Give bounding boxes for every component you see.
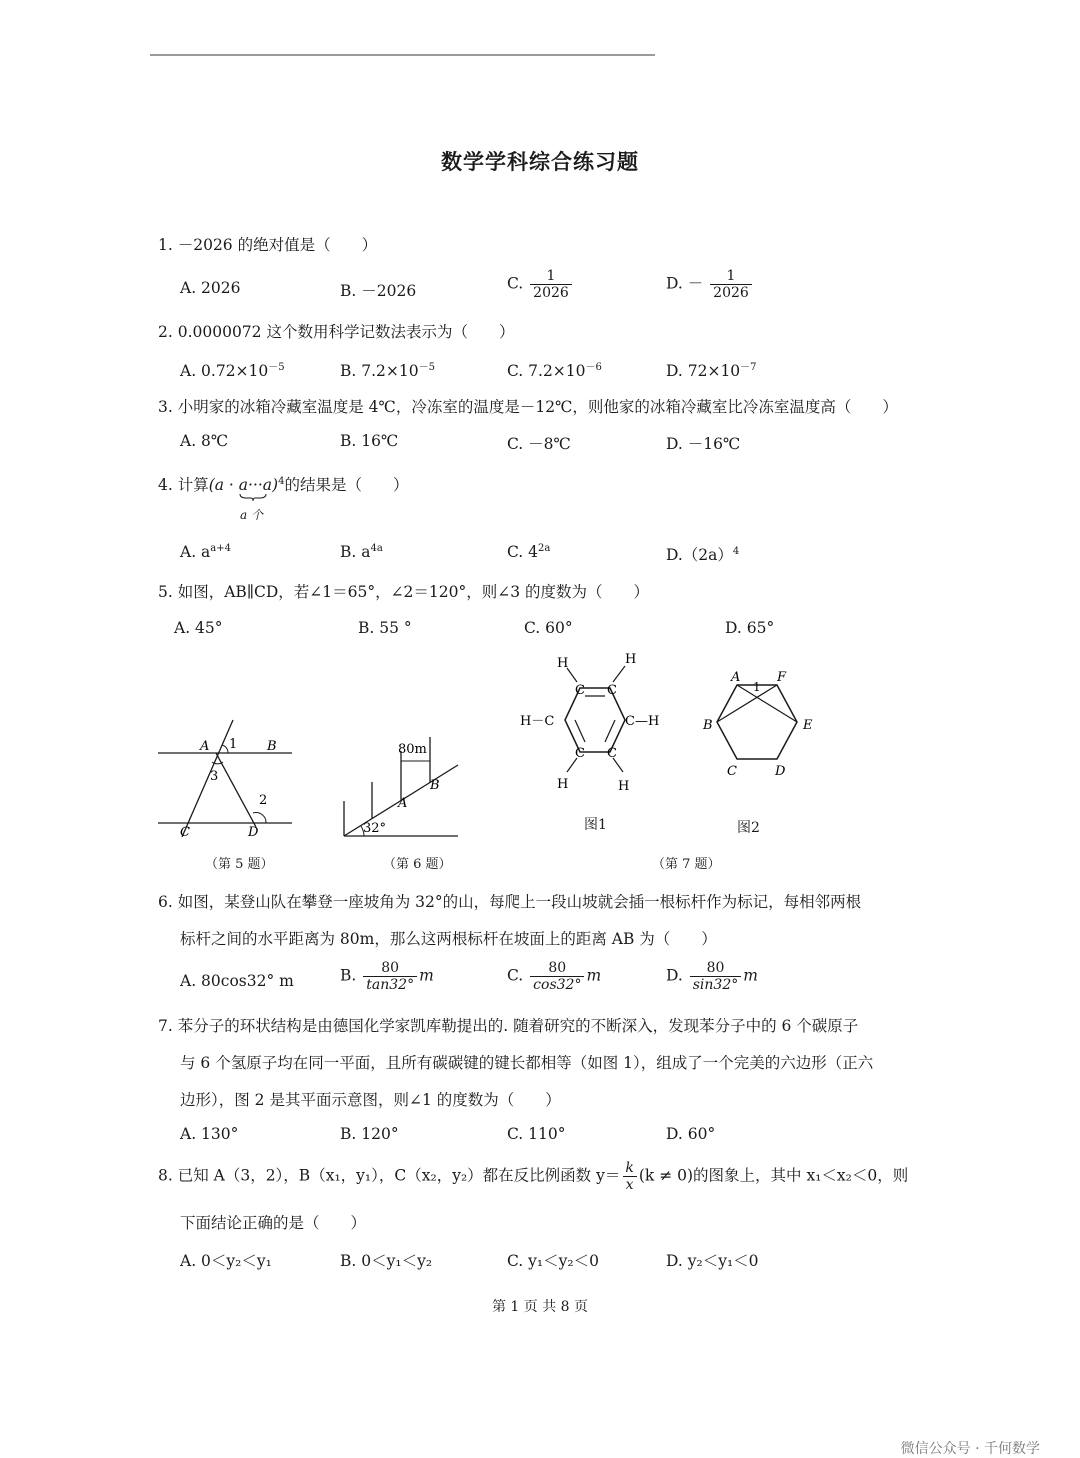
q3-option-a: A. 8℃ — [180, 432, 229, 450]
q6-option-d: D. $\frac{80}{\sin 32^\circ}$ m — [666, 960, 758, 994]
q8-option-a: A. 0＜y₂＜y₁ — [180, 1252, 272, 1270]
q3-option-c: C. －8℃ — [507, 435, 571, 453]
q8-option-d: D. y₂＜y₁＜0 — [666, 1252, 759, 1270]
q6-c-fraction: $\frac{80}{\cos 32^\circ}$ — [530, 960, 584, 993]
q3-option-b: B. 16℃ — [340, 432, 399, 450]
hex-label-e: E — [803, 718, 813, 733]
fig5-label-2: 2 — [259, 793, 268, 808]
q5-option-c: C. 60° — [524, 619, 573, 637]
q1-c-fraction: $\frac{1}{2026}$ — [530, 268, 572, 301]
question-8-line-1: 8. 已知 A（3，2），B（x₁，y₁），C（x₂，y₂）都在反比例函数 y＝ $\frac{k}{x}$ (k ≠ 0)的图象上，其中 x₁＜x₂＜0，则 — [158, 1160, 909, 1194]
q1-option-d: D. － $\frac{1}{2026}$ — [666, 268, 754, 301]
fig6-label-dist: 80m — [398, 742, 427, 757]
q8-fraction: $\frac{k}{x}$ — [622, 1160, 636, 1193]
q4-option-d: $D.(2a)^4$ — [666, 545, 740, 564]
q7-option-d: D. 60° — [666, 1125, 716, 1143]
hex-label-d: D — [775, 764, 786, 779]
benzene-left-hc: H－C — [520, 714, 555, 729]
fig5-label-1: 1 — [229, 737, 238, 752]
fig6-caption: （第 6 题） — [383, 857, 452, 872]
benzene-h1: H — [557, 656, 569, 671]
q4-expression: (a · a···a) — [208, 476, 279, 494]
q6-d-fraction: $\frac{80}{\sin 32^\circ}$ — [690, 960, 742, 993]
q6-option-a: A. 80cos32° m — [180, 972, 294, 990]
fig5-label-d: D — [248, 825, 259, 840]
benzene-h5: H — [557, 777, 569, 792]
figure-7-hexagon — [695, 665, 825, 785]
benzene-c4: C — [607, 746, 617, 761]
q6-option-b: B. $\frac{80}{\tan 32^\circ}$ m — [340, 960, 434, 994]
fig7-1-caption: 图1 — [584, 817, 607, 833]
benzene-h4: H — [618, 779, 630, 794]
hex-label-c: C — [727, 764, 737, 779]
q4-option-a: A. $a^{a+4}$ — [180, 543, 231, 562]
hex-label-a: A — [731, 670, 741, 685]
question-7-line-3: 边形），图 2 是其平面示意图，则∠1 的度数为（ ） — [180, 1091, 561, 1109]
q6-b-fraction: $\frac{80}{\tan 32^\circ}$ — [363, 960, 417, 993]
question-7-line-1: 7. 苯分子的环状结构是由德国化学家凯库勒提出的. 随着研究的不断深入，发现苯分子中的 6 个碳原子 — [158, 1017, 859, 1035]
q4-brace-label: a 个 — [240, 508, 263, 522]
q2-option-a: A. $0.72\times 10^{-5}$ — [180, 362, 285, 381]
benzene-h2: H — [625, 652, 637, 667]
q2-option-c: C. $7.2\times 10^{-6}$ — [507, 362, 602, 381]
q3-option-d: D. －16℃ — [666, 435, 741, 453]
fig7-2-caption: 图2 — [737, 820, 760, 836]
q2-option-d: D. $72\times 10^{-7}$ — [666, 362, 757, 381]
q4-underbrace — [238, 492, 268, 502]
question-7-line-2: 与 6 个氢原子均在同一平面，且所有碳碳键的键长都相等（如图 1），组成了一个完美的六边形（正六 — [180, 1054, 874, 1072]
q7-option-c: C. 110° — [507, 1125, 566, 1143]
figure-5 — [150, 715, 310, 845]
q5-option-b: B. 55 ° — [358, 619, 412, 637]
question-5: 5. 如图，AB∥CD，若∠1＝65°，∠2＝120°，则∠3 的度数为（ ） — [158, 583, 650, 601]
fig5-label-a: A — [200, 739, 210, 754]
hex-label-b: B — [703, 718, 713, 733]
fig6-label-a: A — [398, 796, 408, 811]
header-rule — [150, 54, 655, 56]
figure-6 — [330, 725, 470, 840]
benzene-c2: C — [607, 683, 617, 698]
benzene-c5: C — [575, 746, 585, 761]
q7-option-a: A. 130° — [180, 1125, 239, 1143]
q6-option-c: C. $\frac{80}{\cos 32^\circ}$ m — [507, 960, 602, 994]
q1-option-b: B. －2026 — [340, 282, 417, 300]
question-6-line-2: 标杆之间的水平距离为 80m，那么这两根标杆在坡面上的距离 AB 为（ ） — [180, 930, 717, 948]
fig5-label-3: 3 — [210, 769, 219, 784]
fig5-label-b: B — [267, 739, 277, 754]
q5-option-a: A. 45° — [174, 619, 223, 637]
question-8-line-2: 下面结论正确的是（ ） — [180, 1214, 367, 1232]
fig6-label-b: B — [430, 778, 440, 793]
q8-option-c: C. y₁＜y₂＜0 — [507, 1252, 599, 1270]
fig5-label-c: C — [180, 825, 190, 840]
q8-option-b: B. 0＜y₁＜y₂ — [340, 1252, 433, 1270]
fig7-caption: （第 7 题） — [652, 857, 721, 872]
hex-label-1: 1 — [753, 680, 761, 694]
benzene-right-ch: C—H — [625, 714, 660, 729]
q2-option-b: B. $7.2\times 10^{-5}$ — [340, 362, 435, 381]
question-1: 1. －2026 的绝对值是（ ） — [158, 236, 378, 254]
hex-label-f: F — [777, 670, 787, 685]
figure-7-benzene — [515, 648, 675, 798]
watermark: 微信公众号 · 千何数学 — [900, 1441, 1040, 1457]
q4-option-b: B. $a^{4a}$ — [340, 543, 383, 562]
fig6-label-angle: 32° — [363, 821, 387, 836]
q1-option-c: C. $\frac{1}{2026}$ — [507, 268, 574, 301]
page-title: 数学学科综合练习题 — [441, 149, 639, 174]
page-footer: 第 1 页 共 8 页 — [491, 1299, 589, 1315]
fig5-caption: （第 5 题） — [205, 857, 274, 872]
q4-option-c: C. $4^{2a}$ — [507, 543, 551, 562]
benzene-c1: C — [575, 683, 585, 698]
q1-option-a: A. 2026 — [180, 279, 241, 297]
question-3: 3. 小明家的冰箱冷藏室温度是 4℃，冷冻室的温度是－12℃，则他家的冰箱冷藏室比冷冻室温度高（ ） — [158, 398, 898, 416]
q1-d-fraction: $\frac{1}{2026}$ — [710, 268, 752, 301]
q7-option-b: B. 120° — [340, 1125, 399, 1143]
question-4: 4. 计算$(a \cdot a\cdot\cdot\cdot a)^4$的结果是（ ） — [158, 475, 409, 494]
q5-option-d: D. 65° — [725, 619, 775, 637]
question-6-line-1: 6. 如图，某登山队在攀登一座坡角为 32°的山，每爬上一段山坡就会插一根标杆作为标记，每相邻两根 — [158, 893, 862, 911]
question-2: 2. 0.0000072 这个数用科学记数法表示为（ ） — [158, 323, 515, 341]
